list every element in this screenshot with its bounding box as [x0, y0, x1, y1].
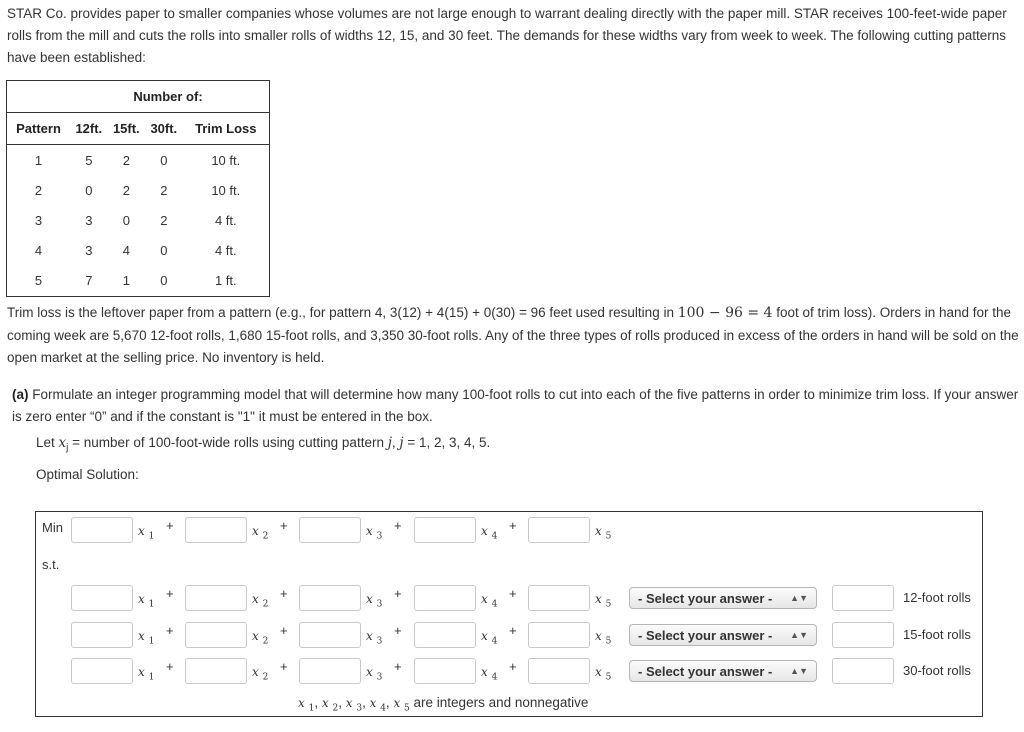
constraint-3-label: 30-foot rolls	[903, 663, 971, 678]
part-a-instruction: Formulate an integer programming model that will determine how many 100-foot rolls to cut into each of the five patterns in order to minimize trim loss. If your answer is zero enter “0” and if the constant is "1" it must be entered in the box.	[12, 387, 1019, 424]
constraint-2-var-x4	[481, 629, 497, 646]
let-statement: Let $x_j$ = number of 100-foot-wide rolls using cutting pattern j, j = 1, 2, 3, 4, 5.	[36, 435, 491, 454]
objective-coef-x3-input[interactable]	[299, 517, 361, 543]
table-cell: 10 ft.	[211, 152, 241, 168]
var-subscript: 2	[332, 703, 339, 714]
constraint-3-plus-2: +	[280, 659, 288, 674]
constraint-1-label: 12-foot rolls	[903, 590, 971, 605]
constraint-2-coef-x5-input[interactable]	[528, 622, 590, 648]
table-cell: 4	[34, 243, 43, 259]
table-cell: 0	[122, 212, 130, 228]
var-letter: x	[369, 696, 377, 710]
select-arrows-icon: ▲▼	[790, 666, 808, 676]
constraint-3-rhs-input[interactable]	[832, 658, 894, 684]
table-group-header: Number of:	[7, 81, 270, 113]
var-subscript: 1	[148, 636, 155, 647]
var-letter: x	[138, 629, 145, 643]
var-subscript: 3	[356, 703, 363, 714]
constraint-1-coef-x3-input[interactable]	[299, 585, 361, 611]
var-subscript: 1	[148, 531, 155, 542]
var-subscript: 4	[491, 531, 498, 542]
table-cell: 1 ft.	[214, 273, 237, 289]
constraint-2-coef-x1-input[interactable]	[71, 622, 133, 648]
objective-coef-x2-input[interactable]	[185, 517, 247, 543]
var-letter: x	[595, 524, 602, 538]
int-var-x1	[298, 696, 315, 714]
constraint-1-var-x3	[366, 592, 382, 609]
constraint-3-coef-x5-input[interactable]	[528, 658, 590, 684]
table-header-15ft: 15ft.	[108, 113, 146, 145]
constraint-3-coef-x2-input[interactable]	[185, 658, 247, 684]
constraint-1-plus-1: +	[166, 586, 174, 601]
constraint-2-plus-1: +	[166, 623, 174, 638]
objective-var-x2	[252, 524, 268, 541]
int-var-x2	[321, 696, 339, 714]
var-letter: x	[321, 696, 329, 710]
table-cell: 7	[85, 273, 93, 289]
constraint-1-coef-x4-input[interactable]	[414, 585, 476, 611]
trim-loss-paragraph	[7, 302, 1021, 368]
var-letter: x	[366, 592, 373, 606]
objective-plus-2: +	[280, 518, 288, 533]
constraint-2-plus-2: +	[280, 623, 288, 638]
constraint-1-coef-x5-input[interactable]	[528, 585, 590, 611]
table-cell: 0	[160, 273, 168, 289]
objective-var-x3	[366, 524, 382, 541]
var-letter: x	[481, 665, 488, 679]
var-subscript: 2	[262, 531, 269, 542]
constraint-1-var-x4	[481, 592, 497, 609]
select-placeholder: - Select your answer -	[638, 663, 773, 679]
intro-paragraph: STAR Co. provides paper to smaller companies whose volumes are not large enough to warrant dealing directly with the paper mill. STAR receives 100-feet-wide paper rolls from the mill and cuts the rolls into smaller rolls of widths 12, 15, and 30 feet. The demands for these widths vary from week to week. The following cutting patterns have been established:	[7, 6, 1007, 65]
constraint-1-var-x5	[595, 592, 611, 609]
var-letter: x	[345, 696, 353, 710]
constraint-3-coef-x4-input[interactable]	[414, 658, 476, 684]
select-placeholder: - Select your answer -	[638, 627, 773, 643]
var-letter: x	[298, 696, 305, 710]
constraint-2-label: 15-foot rolls	[903, 627, 971, 642]
constraint-2-plus-4: +	[509, 623, 517, 638]
var-letter: x	[595, 665, 602, 679]
constraint-1-var-x2	[252, 592, 268, 609]
var-subscript: 1	[148, 672, 155, 683]
var-letter: x	[595, 592, 602, 606]
constraint-3-plus-4: +	[509, 659, 517, 674]
constraint-1-rhs-input[interactable]	[832, 585, 894, 611]
var-letter: x	[595, 629, 602, 643]
trim-text-before: Trim loss is the leftover paper from a pattern (e.g., for pattern 4, 3(12) + 4(15) + 0(30) = 96 feet used resulting in	[7, 305, 678, 320]
table-cell: 0	[160, 243, 168, 259]
int-var-x3	[345, 696, 363, 714]
table-header-pattern: Pattern	[7, 113, 71, 145]
table-cell: 2	[122, 182, 130, 198]
constraint-3-relation-select[interactable]	[629, 660, 817, 682]
constraint-2-coef-x3-input[interactable]	[299, 622, 361, 648]
var-letter: x	[252, 524, 259, 538]
table-header-12ft: 12ft.	[70, 113, 108, 145]
table-cell: 2	[122, 152, 130, 168]
part-a	[12, 384, 1020, 486]
var-letter: x	[366, 629, 373, 643]
constraint-1-plus-2: +	[280, 586, 288, 601]
table-row	[7, 236, 270, 266]
constraint-3-var-x5	[595, 665, 611, 682]
var-subscript: 5	[605, 531, 612, 542]
objective-plus-3: +	[394, 518, 402, 533]
constraint-3-coef-x3-input[interactable]	[299, 658, 361, 684]
part-a-label: (a)	[12, 387, 29, 402]
table-cell: 10 ft.	[211, 182, 241, 198]
var-subscript: 5	[605, 599, 612, 610]
constraint-3-plus-1: +	[166, 659, 174, 674]
constraint-2-plus-3: +	[394, 623, 402, 638]
table-row	[7, 266, 270, 297]
constraint-2-rhs-input[interactable]	[832, 622, 894, 648]
var-letter: x	[481, 524, 488, 538]
constraint-2-var-x2	[252, 629, 268, 646]
var-letter: x	[366, 524, 373, 538]
objective-var-x5	[595, 524, 611, 541]
var-letter: x	[252, 592, 259, 606]
table-row	[7, 205, 270, 235]
st-label: s.t.	[42, 557, 60, 572]
table-header-30ft: 30ft.	[145, 113, 183, 145]
select-arrows-icon: ▲▼	[790, 630, 808, 640]
constraint-3-var-x4	[481, 665, 497, 682]
objective-coef-x4-input[interactable]	[414, 517, 476, 543]
var-subscript: 5	[605, 672, 612, 683]
objective-coef-x5-input[interactable]	[528, 517, 590, 543]
constraint-1-coef-x1-input[interactable]	[71, 585, 133, 611]
var-subscript: 1	[148, 599, 155, 610]
table-row	[7, 145, 270, 176]
var-letter: x	[138, 665, 145, 679]
var-letter: x	[481, 592, 488, 606]
min-label: Min	[42, 520, 63, 535]
constraint-3-plus-3: +	[394, 659, 402, 674]
constraint-2-coef-x4-input[interactable]	[414, 622, 476, 648]
constraint-2-var-x1	[138, 629, 154, 646]
table-row	[7, 175, 270, 205]
table-cell: 2	[160, 212, 168, 228]
integer-constraint: x $_1$, x $_2$, x $_3$, x $_4$, x $_5$ are integers and nonnegative	[298, 695, 589, 714]
table-cell: 2	[34, 182, 43, 198]
table-cell: 4 ft.	[214, 243, 237, 259]
objective-coef-x1-input[interactable]	[71, 517, 133, 543]
var-subscript: 3	[376, 599, 383, 610]
var-letter: x	[366, 665, 373, 679]
trim-text-after: foot of trim loss). Orders in hand for the coming week are 5,670 12-foot rolls, 1,680 15-foot rolls, and 3,350 30-foot rolls. Any of the three types of rolls produced in excess of the orders in hand will be sold on the open market at the selling price. No inventory is held.	[7, 305, 1019, 365]
table-cell: 3	[85, 212, 93, 228]
constraint-2-relation-select[interactable]	[629, 624, 817, 646]
var-subscript: 3	[376, 636, 383, 647]
var-letter: x	[138, 592, 145, 606]
int-var-x4	[369, 696, 386, 714]
objective-var-x1	[138, 524, 154, 541]
constraint-3-coef-x1-input[interactable]	[71, 658, 133, 684]
constraint-1-plus-3: +	[394, 586, 402, 601]
table-cell: 5	[85, 152, 93, 168]
table-cell: 5	[34, 273, 43, 289]
constraint-2-coef-x2-input[interactable]	[185, 622, 247, 648]
constraint-1-var-x1	[138, 592, 154, 609]
var-letter: x	[481, 629, 488, 643]
var-letter: x	[252, 665, 259, 679]
constraint-3-var-x3	[366, 665, 382, 682]
table-cell: 4 ft.	[214, 212, 237, 228]
constraint-1-coef-x2-input[interactable]	[185, 585, 247, 611]
constraint-1-relation-select[interactable]	[629, 587, 817, 609]
objective-plus-1: +	[166, 518, 174, 533]
var-subscript: 4	[491, 599, 498, 610]
objective-var-x4	[481, 524, 497, 541]
constraint-2-var-x3	[366, 629, 382, 646]
table-cell: 1	[122, 273, 130, 289]
int-var-x5	[393, 696, 410, 714]
var-subscript: 4	[491, 636, 498, 647]
var-subscript: 2	[262, 636, 269, 647]
table-cell: 1	[34, 152, 43, 168]
var-subscript: 2	[262, 672, 269, 683]
table-cell: 3	[34, 212, 43, 228]
var-subscript: 4	[380, 703, 386, 714]
optimal-solution-label: Optimal Solution:	[36, 466, 139, 482]
integers-suffix: are integers and nonnegative	[409, 695, 589, 710]
var-subscript: 1	[308, 703, 315, 714]
table-cell: 4	[122, 243, 130, 259]
constraint-3-var-x2	[252, 665, 268, 682]
var-subscript: 5	[605, 636, 612, 647]
var-subscript: 3	[376, 672, 383, 683]
select-arrows-icon: ▲▼	[790, 593, 808, 603]
var-subscript: 5	[404, 703, 410, 714]
table-cell: 0	[160, 152, 168, 168]
objective-plus-4: +	[509, 518, 517, 533]
table-cell: 3	[85, 243, 93, 259]
trim-math: 100 − 96 = 4	[677, 305, 773, 321]
table-header-trim-loss: Trim Loss	[183, 113, 270, 145]
constraint-2-var-x5	[595, 629, 611, 646]
ip-model-box	[35, 511, 983, 717]
table-cell: 0	[85, 182, 93, 198]
var-subscript: 3	[376, 531, 383, 542]
select-placeholder: - Select your answer -	[638, 590, 773, 606]
var-subscript: 4	[491, 672, 498, 683]
var-letter: x	[138, 524, 145, 538]
var-letter: x	[393, 696, 401, 710]
cutting-patterns-table	[6, 80, 270, 297]
var-subscript: 2	[262, 599, 269, 610]
constraint-1-plus-4: +	[509, 586, 517, 601]
var-letter: x	[252, 629, 259, 643]
table-cell: 2	[160, 182, 168, 198]
constraint-3-var-x1	[138, 665, 154, 682]
